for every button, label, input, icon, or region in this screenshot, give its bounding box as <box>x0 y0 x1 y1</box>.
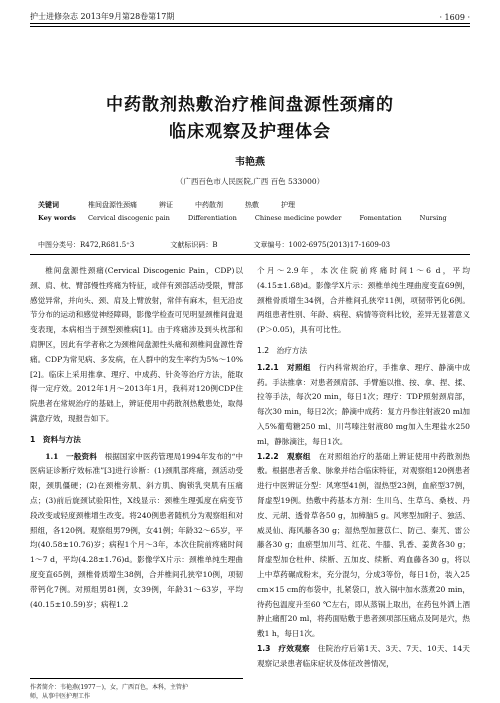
subsection-body: 根据国家中医药管理局1994年发布的“中医病证诊断疗效标准”[3]进行诊断：(1)颈肌部疼痛，颈活动受限，颈肌僵硬；(2)在颈椎旁肌、斜方肌、胸锁乳突肌有压痛点；(3)前后旋颈试验阳性，X线显示：颈椎生理弧度在病变节段改变或轻度颈椎增生改变。将240例患者随机分为观察组和对照组，各120例。观察组男79例，女41例；年龄32～65岁，平均(40.58±10.76)岁；病程1个月～3年，本次住院前疼痛时间1～7 d，平均(4.28±1.76)d。影像学X片示：颈椎单纯生理曲度变直65例，颈椎骨质增生38例，合并椎间孔狭窄10例，项韧带钙化7例。对照组男81例，女39例，年龄31～63岁，平均(40.15±10.59)岁；病程1.2 <box>30 451 244 609</box>
left-column <box>30 264 243 612</box>
right-column <box>257 264 470 672</box>
section-rule <box>30 254 470 255</box>
document-code: 文献标识码：B <box>170 241 218 249</box>
keywords-cn <box>38 200 462 210</box>
keyword-cn: 辨证 <box>159 201 173 209</box>
keyword-en: Nursing <box>419 214 447 222</box>
keyword-cn: 椎间盘源性颈痛 <box>88 201 137 209</box>
author: 韦艳燕 <box>235 157 265 168</box>
keyword-en: Differentiation <box>187 214 237 222</box>
keyword-cn: 中药散剂 <box>195 201 223 209</box>
article-title-line1: 中药散剂热敷治疗椎间盘源性颈痛的 <box>106 95 394 115</box>
subsection-heading: 1.2.2 观察组 <box>257 451 311 461</box>
keywords-en <box>38 214 462 222</box>
clc-number: 中图分类号：R472,R681.5⁺3 <box>38 241 135 249</box>
keywords-cn-label: 关键词 <box>38 200 59 209</box>
keyword-cn: 护理 <box>281 201 295 209</box>
subsection-body: 在对照组治疗的基础上辨证使用中药散剂热敷。根据患者舌象、脉象并结合临床特征，对观察组120例患者进行中医辨证分型：风寒型41例，湿热型23例，血瘀型37例，肾虚型19例。热敷中药基本方剂：生川乌、生草乌、桑枝、丹皮、元胡、透骨草各50 g，加樟脑5 g。风寒型加附子、独活、威灵仙、海风藤各30 g；湿热型加薏苡仁、防己、秦艽、雷公藤各30 g；血瘀型加川芎、红花、牛膝、乳香、姜黄各30 g；肾虚型加仓杜仲、续断、五加皮、续断、鸡血藤各30 g，将以上中草药碾成粉末，充分混匀，分成3等份，每日1份，装入25 cm×15 cm的布袋中，扎紧袋口，放入锅中加水蒸煮20 min，待药包温度升至60 ℃左右，即从蒸锅上取出，在药包外洒上酒肿止痛酊20 ml，将药面贴敷于患者颈项部压痛点及阿是穴，热敷1 h，每日1次。 <box>257 451 471 639</box>
subsection-heading: 1.2.1 对照组 <box>257 362 311 372</box>
keyword-cn: 热敷 <box>245 201 259 209</box>
subsection-heading: 1.1 一般资料 <box>45 451 97 461</box>
page-number: · 1609 · <box>439 13 470 22</box>
section-heading: 1 资料与方法 <box>30 434 81 444</box>
affiliation: （广西百色市人民医院,广西 百色 533000） <box>175 177 325 186</box>
subsection-body: 行内科常规治疗，手推拿、理疗、静滴中成药。手法推拿：对患者颈肩部、手臂施以推、按、拿、捏、揉、拉等手法，每次20 min，每日1次；理疗：TDP照射颈肩部，每次30 min，每日2次；静滴中成药：复方丹参注射液20 ml加入5%葡萄糖250 ml、川芎嗪注射液80 mg加入生理盐水250 ml，静脉滴注，每日1次。 <box>257 362 471 446</box>
intro-paragraph: 椎间盘源性颈痛(Cervical Discogenic Pain，CDP)以颈、肩、枕、臂部慢性疼痛为特征，或伴有颈部活动受限，臂部感觉异常，并向头、颈、肩及上臂放射，常伴有麻木，但无沿皮节分布的运动和感觉神经障碍，影像学检查可见明显颈椎间盘退变表现，本病相当于颈型颈椎病[1]。由于疼痛涉及到头枕部和肩胛区，因此有学者称之为颈椎间盘源性头痛和颈椎间盘源性背痛。CDP为常见病、多发病，在人群中的发生率约为5%～10%[2]。临床上采用推拿、理疗、中成药、针灸等治疗方法，能取得一定疗效。2012年1月～2013年1月，我科对120例CDP住院患者在常规治疗的基础上，辨证使用中药散剂热敷患处，取得满意疗效，现报告如下。 <box>30 266 243 423</box>
footnote-line: 师，从事中医护理工作 <box>30 693 91 700</box>
efficacy-paragraph <box>257 642 470 672</box>
keyword-en: Cervical discogenic pain <box>88 214 170 222</box>
subsection-body: 住院治疗后第1天、3天、7天、10天、14天观察记录患者临床症状及体征改善情况， <box>257 643 471 668</box>
running-header <box>30 8 470 22</box>
article-number: 文章编号：1002-6975(2013)17-1609-03 <box>253 241 391 249</box>
footnote-line: 作者简介：韦艳燕(1977－)，女，广西百色，本科，主管护 <box>30 684 188 691</box>
subsection-heading: 1.3 疗效观察 <box>257 643 310 653</box>
keywords-en-label: Key words <box>38 214 76 222</box>
observation-group-paragraph <box>257 450 470 642</box>
keyword-en: Fomentation <box>359 214 402 222</box>
keyword-en: Chinese medicine powder <box>254 214 342 222</box>
classification-line <box>38 240 462 250</box>
continued-paragraph: 个月～2.9年，本次住院前疼痛时间1～6 d，平均(4.15±1.68)d。影像学X片示：颈椎单纯生理曲度变直69例，颈椎骨质增生34例，合并椎间孔狭窄11例，项韧带钙化6例。两组患者性别、年龄、病程、病情等资料比较，差异无显著意义(P＞0.05)，具有可比性。 <box>257 266 470 335</box>
control-group-paragraph <box>257 361 470 450</box>
article-title-line2: 临床观察及护理体会 <box>169 122 331 142</box>
header-rule-thin <box>30 26 470 27</box>
subsection-heading-treatment: 1.2 治疗方法 <box>257 345 308 355</box>
author-footnote <box>30 678 243 701</box>
header-rule <box>30 23 470 24</box>
subsection-general <box>30 450 243 613</box>
journal-info: 护士进修杂志 2013年9月第28卷第17期 <box>30 12 175 21</box>
